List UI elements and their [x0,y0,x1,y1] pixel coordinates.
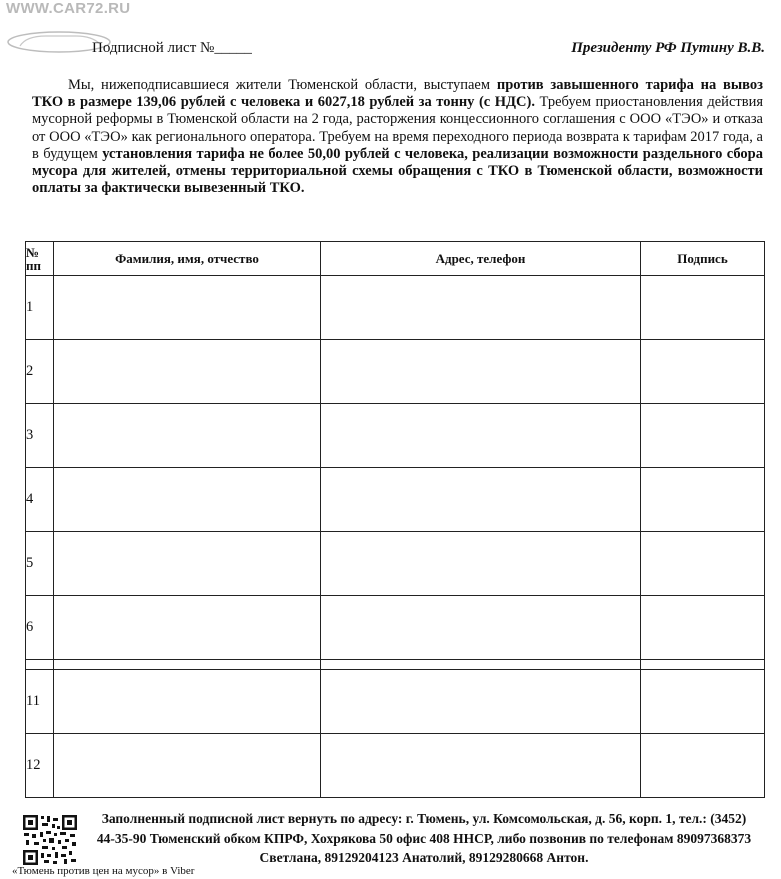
preamble-text-1: Мы, нижеподписавшиеся жители Тюменской области, выступаем [68,77,497,93]
header-full-name: Фамилия, имя, отчество [54,242,321,276]
signature-table [25,241,765,798]
address-cell[interactable] [321,532,641,596]
address-cell[interactable] [321,276,641,340]
address-cell[interactable] [321,596,641,660]
name-cell[interactable] [54,340,321,404]
viber-group-caption: «Тюмень против цен на мусор» в Viber [12,865,195,877]
row-number: 11 [26,670,54,734]
gap-cell [321,660,641,670]
address-cell[interactable] [321,468,641,532]
return-instructions: Заполненный подписной лист вернуть по адресу: г. Тюмень, ул. Комсомольская, д. 56, корп. 1, тел.: (3452) 44-35-90 Тюменский обком КПРФ, Хохрякова 50 офис 408 ННСР, либо позвонив по телефонам 89097368373 Светлана, 89129204123 Анатолий, 89129280668 Антон. [96,811,752,865]
address-cell[interactable] [321,340,641,404]
preamble-bold-1: против завышенного тарифа на вывоз ТКО в размере 139,06 рублей с человека и 6027,18 рублей за тонну (с НДС). [32,77,763,111]
gap-cell [641,660,765,670]
gap-cell [54,660,321,670]
table-row [26,532,765,596]
name-cell[interactable] [54,596,321,660]
signature-cell[interactable] [641,596,765,660]
row-number: 12 [26,734,54,798]
signature-cell[interactable] [641,734,765,798]
petition-preamble [32,77,763,197]
name-cell[interactable] [54,404,321,468]
address-cell[interactable] [321,670,641,734]
header-address-phone: Адрес, телефон [321,242,641,276]
header-signature: Подпись [641,242,765,276]
table-row [26,734,765,798]
signature-cell[interactable] [641,468,765,532]
name-cell[interactable] [54,734,321,798]
site-watermark: WWW.CAR72.RU [6,0,131,17]
name-cell[interactable] [54,276,321,340]
table-row [26,404,765,468]
name-cell[interactable] [54,468,321,532]
signature-cell[interactable] [641,404,765,468]
qr-code [22,814,78,866]
preamble-text-2: Требуем приостановления действия мусорной реформы в Тюменской области на 2 года, расторжения концессионного соглашения с ООО «ТЭО» и отказа от ООО «ТЭО» как регионального оператора. Требуем на время переходного периода возврата к тарифам 2017 года, а в будущем [32,94,763,162]
address-cell[interactable] [321,734,641,798]
table-row [26,340,765,404]
signature-cell[interactable] [641,532,765,596]
signature-cell[interactable] [641,340,765,404]
name-cell[interactable] [54,532,321,596]
table-row [26,276,765,340]
table-row [26,596,765,660]
name-cell[interactable] [54,670,321,734]
signature-cell[interactable] [641,276,765,340]
addressee: Президенту РФ Путину В.В. [571,40,765,56]
preamble-bold-2: установления тарифа не более 50,00 рублей с человека, реализации возможности раздельного сбора мусора для жителей, отмены территориальной схемы обращения с ТКО в Тюменской области, возможности оплаты за фактически вывезенный ТКО. [32,145,763,197]
table-row [26,670,765,734]
row-number: 6 [26,596,54,660]
header-number: № пп [26,242,54,276]
row-number: 4 [26,468,54,532]
table-header-row [26,242,765,276]
row-number: 5 [26,532,54,596]
table-row [26,468,765,532]
row-number: 2 [26,340,54,404]
gap-cell [26,660,54,670]
sheet-number: Подписной лист №_____ [92,40,252,56]
row-number: 1 [26,276,54,340]
table-gap-row [26,660,765,670]
address-cell[interactable] [321,404,641,468]
row-number: 3 [26,404,54,468]
signature-cell[interactable] [641,670,765,734]
